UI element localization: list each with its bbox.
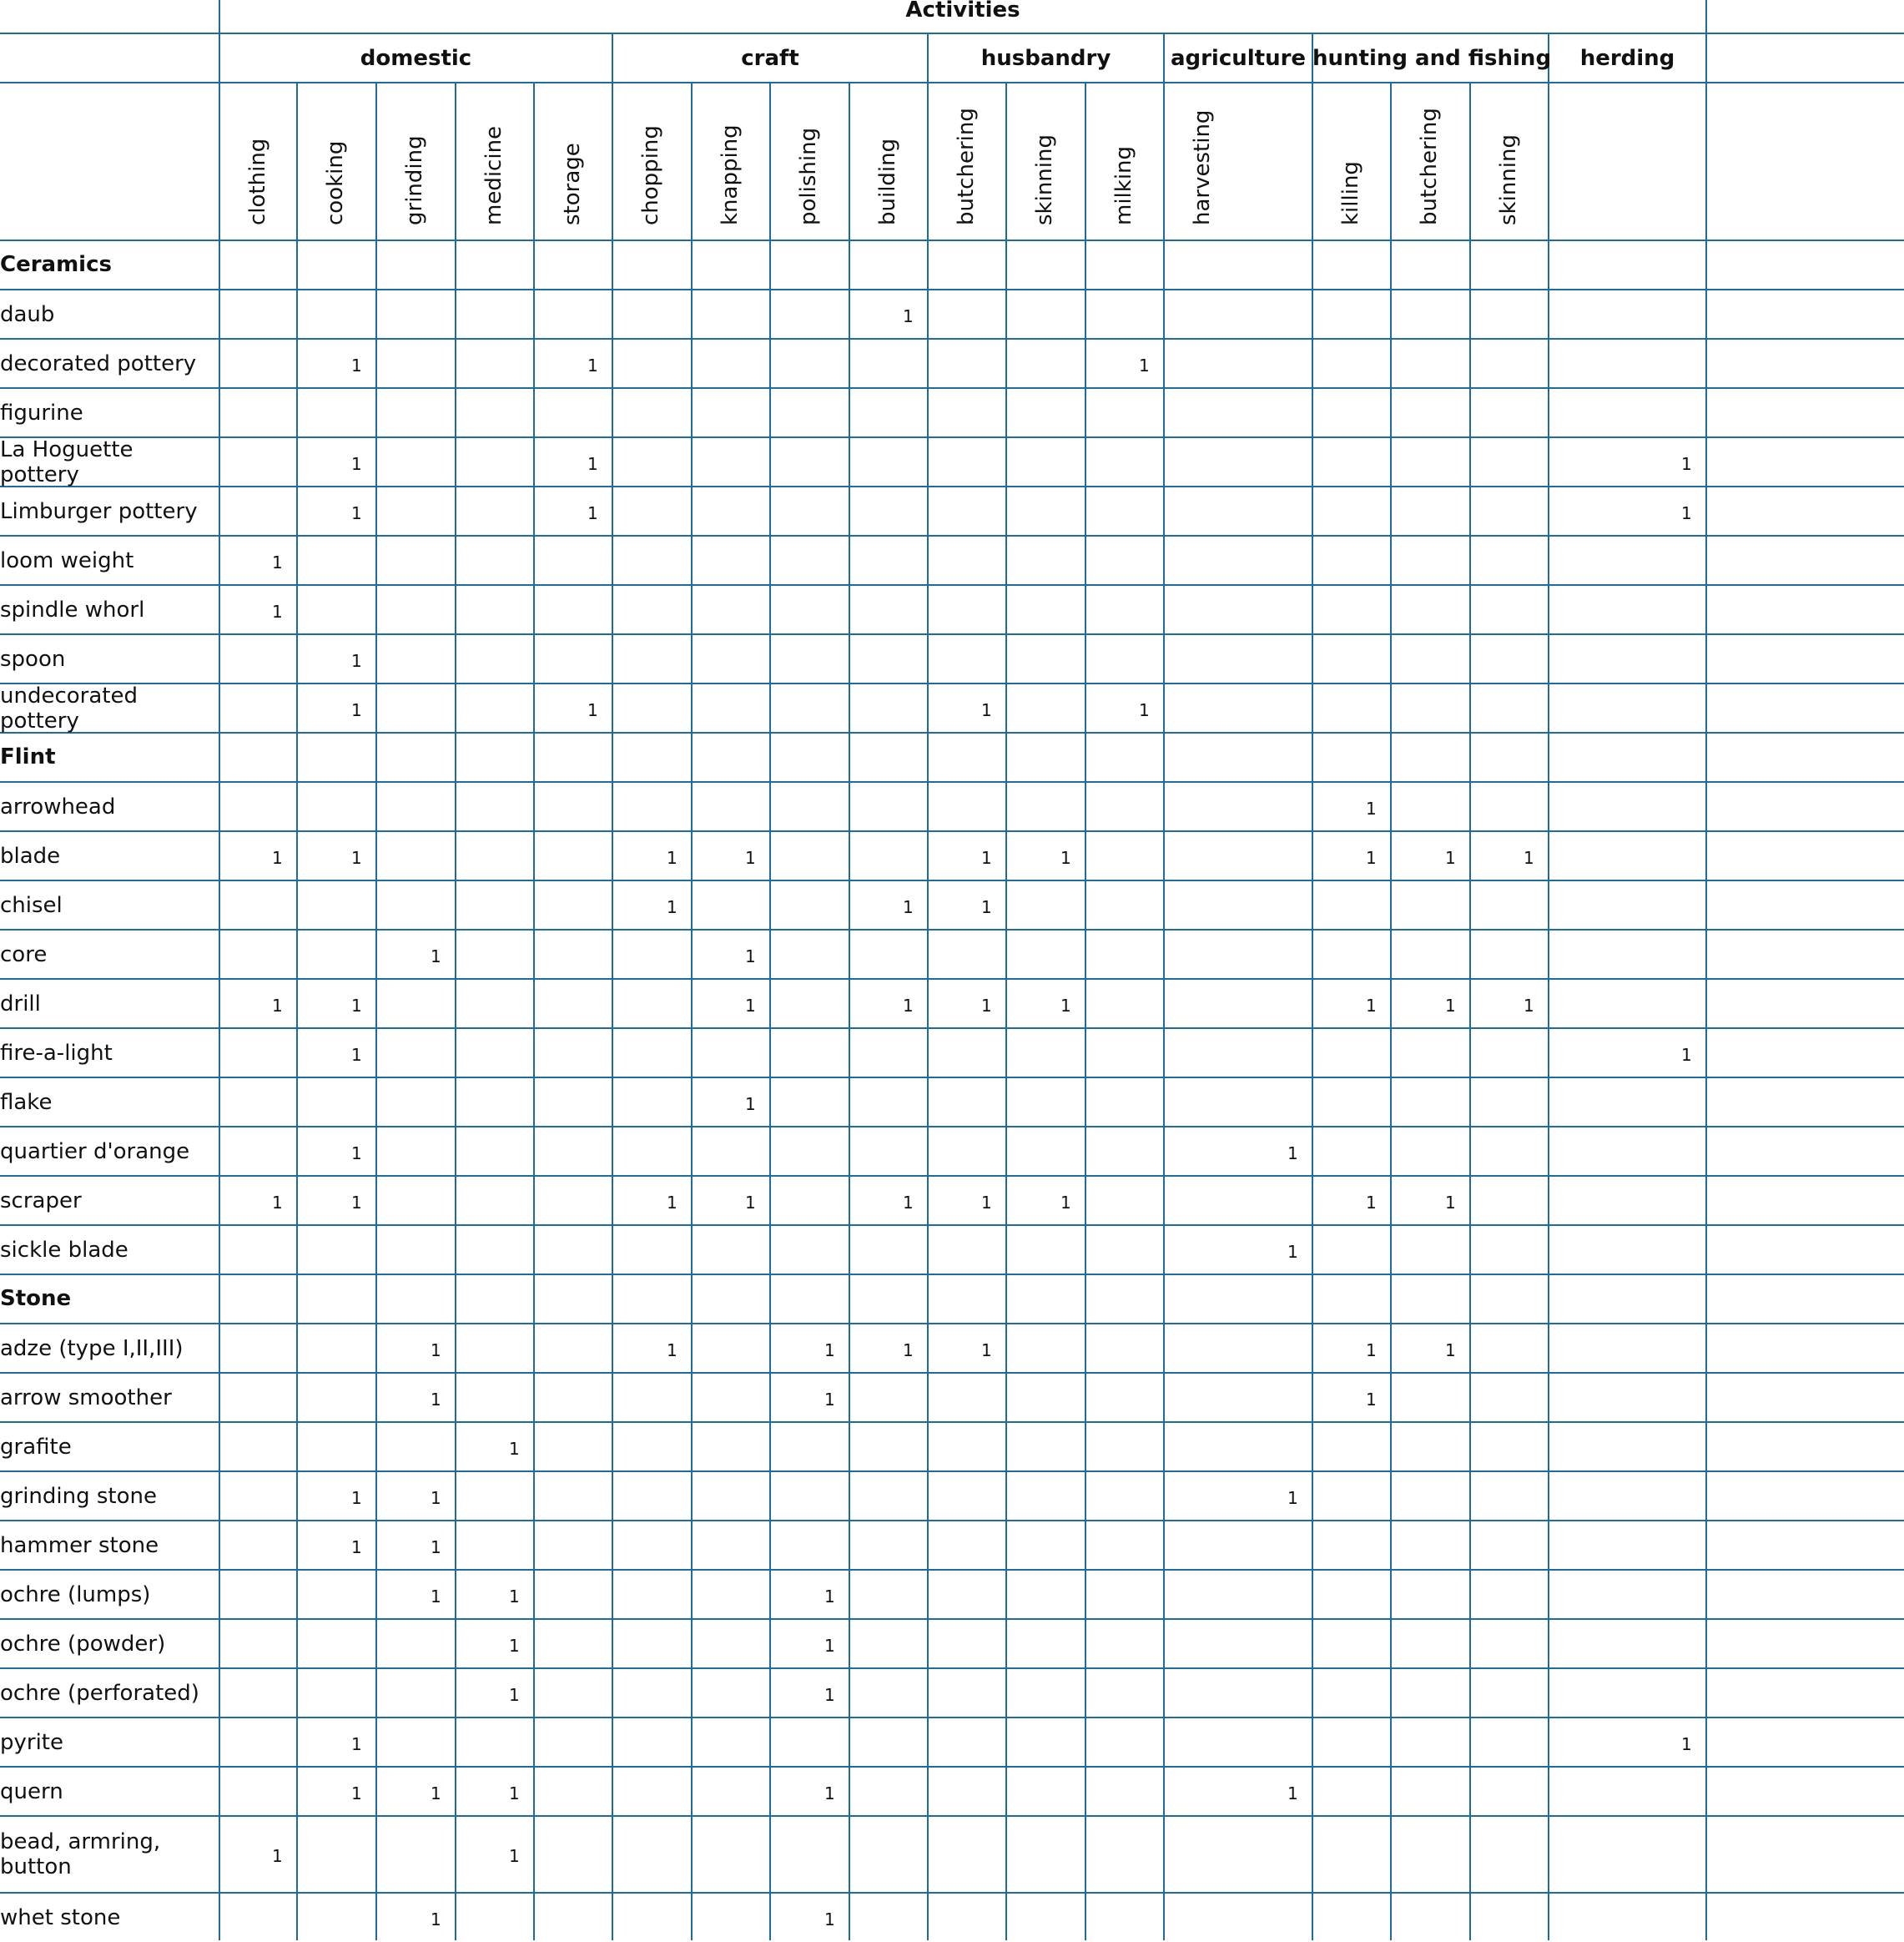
cell-value: 1: [1681, 503, 1692, 523]
cell-value: 1: [1681, 1045, 1692, 1065]
row-label: flake: [0, 1089, 53, 1115]
cell-value: 1: [903, 1193, 914, 1213]
row-label: ochre (powder): [0, 1631, 166, 1657]
section-heading: Stone: [0, 1286, 72, 1311]
cell-value: 1: [667, 1193, 677, 1213]
cell-value: 1: [1681, 454, 1692, 474]
subcolumn-header: cooking: [323, 140, 348, 225]
row-label: hammer stone: [0, 1532, 159, 1558]
cell-value: 1: [1287, 1143, 1298, 1163]
cell-value: 1: [1366, 799, 1377, 819]
cell-value: 1: [431, 1909, 441, 1929]
cell-value: 1: [351, 848, 362, 868]
cell-value: 1: [981, 1193, 992, 1213]
row-label: grafite: [0, 1434, 72, 1460]
cell-value: 1: [351, 651, 362, 671]
row-label: scraper: [0, 1188, 82, 1213]
cell-value: 1: [745, 946, 756, 966]
cell-value: 1: [745, 996, 756, 1016]
row-label: fire-a-light: [0, 1040, 113, 1066]
subcolumn-header: killing: [1338, 161, 1363, 225]
subcolumn-header: milking: [1111, 145, 1136, 225]
cell-value: 1: [431, 1537, 441, 1557]
cell-value: 1: [745, 1094, 756, 1114]
cell-value: 1: [431, 1783, 441, 1803]
cell-value: 1: [981, 996, 992, 1016]
cell-value: 1: [431, 946, 441, 966]
cell-value: 1: [981, 700, 992, 720]
cell-value: 1: [824, 1636, 835, 1656]
cell-value: 1: [431, 1390, 441, 1410]
cell-value: 1: [1060, 1193, 1071, 1213]
cell-value: 1: [1060, 848, 1071, 868]
cell-value: 1: [587, 356, 598, 376]
cell-value: 1: [587, 503, 598, 523]
section-heading: Flint: [0, 744, 56, 769]
subcolumn-header: polishing: [796, 127, 821, 225]
cell-value: 1: [351, 996, 362, 1016]
activities-title: Activities: [905, 0, 1020, 23]
subcolumn-header: butchering: [1417, 108, 1442, 225]
group-header: craft: [741, 46, 799, 71]
row-label: sickle blade: [0, 1237, 128, 1263]
row-label: core: [0, 941, 48, 967]
cell-value: 1: [824, 1909, 835, 1929]
cell-value: 1: [1445, 848, 1456, 868]
row-label: spindle whorl: [0, 597, 145, 623]
row-label: ochre (perforated): [0, 1680, 199, 1706]
cell-value: 1: [903, 897, 914, 917]
cell-value: 1: [824, 1390, 835, 1410]
cell-value: 1: [745, 1193, 756, 1213]
row-label: spoon: [0, 646, 66, 672]
row-label: loom weight: [0, 547, 134, 573]
cell-value: 1: [431, 1488, 441, 1508]
row-label: whet stone: [0, 1904, 121, 1930]
subcolumn-header: harvesting: [1190, 109, 1215, 225]
group-header: herding: [1579, 46, 1675, 71]
cell-value: 1: [351, 454, 362, 474]
cell-value: 1: [431, 1340, 441, 1360]
cell-value: 1: [1366, 996, 1377, 1016]
row-label: decorated pottery: [0, 351, 197, 376]
cell-value: 1: [351, 1045, 362, 1065]
group-header: husbandry: [980, 46, 1111, 71]
section-heading: Ceramics: [0, 252, 112, 277]
row-label: arrow smoother: [0, 1385, 172, 1410]
cell-value: 1: [509, 1586, 520, 1607]
cell-value: 1: [509, 1685, 520, 1705]
cell-value: 1: [351, 1783, 362, 1803]
group-header: domestic: [360, 46, 472, 71]
cell-value: 1: [351, 503, 362, 523]
row-label: grinding stone: [0, 1483, 157, 1509]
cell-value: 1: [1445, 1340, 1456, 1360]
cell-value: 1: [667, 897, 677, 917]
row-label: figurine: [0, 400, 83, 426]
cell-value: 1: [272, 1193, 283, 1213]
subcolumn-header: clothing: [245, 138, 270, 225]
subcolumn-header: chopping: [638, 125, 663, 225]
cell-value: 1: [509, 1783, 520, 1803]
row-label: ochre (lumps): [0, 1581, 151, 1607]
cell-value: 1: [431, 1586, 441, 1607]
row-label: adze (type I,II,III): [0, 1335, 184, 1361]
cell-value: 1: [1139, 356, 1150, 376]
row-label: undecorated pottery: [0, 683, 138, 734]
cell-value: 1: [667, 1340, 677, 1360]
row-label: daub: [0, 301, 55, 327]
cell-value: 1: [824, 1685, 835, 1705]
cell-value: 1: [351, 356, 362, 376]
cell-value: 1: [351, 1143, 362, 1163]
subcolumn-header: storage: [560, 143, 585, 225]
cell-value: 1: [824, 1586, 835, 1607]
cell-value: 1: [981, 897, 992, 917]
cell-value: 1: [1524, 848, 1534, 868]
row-label: quern: [0, 1778, 63, 1804]
cell-value: 1: [1366, 1390, 1377, 1410]
row-label: bead, armring, button: [0, 1829, 161, 1879]
cell-value: 1: [1366, 1340, 1377, 1360]
cell-value: 1: [509, 1439, 520, 1459]
cell-value: 1: [824, 1783, 835, 1803]
cell-value: 1: [509, 1636, 520, 1656]
cell-value: 1: [667, 848, 677, 868]
row-label: pyrite: [0, 1729, 63, 1755]
cell-value: 1: [272, 602, 283, 622]
cell-value: 1: [981, 848, 992, 868]
cell-value: 1: [351, 1734, 362, 1754]
cell-value: 1: [351, 1193, 362, 1213]
subcolumn-header: skinning: [1032, 134, 1057, 225]
cell-value: 1: [1445, 996, 1456, 1016]
row-label: blade: [0, 843, 61, 869]
cell-value: 1: [1139, 700, 1150, 720]
row-label: chisel: [0, 892, 63, 918]
row-label: La Hoguette pottery: [0, 436, 133, 487]
subcolumn-header: knapping: [718, 124, 743, 225]
group-header: agriculture: [1170, 46, 1307, 71]
cell-value: 1: [272, 1846, 283, 1866]
cell-value: 1: [351, 700, 362, 720]
row-label: drill: [0, 991, 41, 1016]
cell-value: 1: [587, 454, 598, 474]
cell-value: 1: [272, 996, 283, 1016]
cell-value: 1: [272, 552, 283, 573]
cell-value: 1: [903, 996, 914, 1016]
cell-value: 1: [1366, 848, 1377, 868]
cell-value: 1: [1524, 996, 1534, 1016]
cell-value: 1: [1060, 996, 1071, 1016]
cell-value: 1: [1366, 1193, 1377, 1213]
subcolumn-header: butchering: [954, 108, 979, 225]
cell-value: 1: [824, 1340, 835, 1360]
row-label: Limburger pottery: [0, 498, 198, 524]
subcolumn-header: skinning: [1496, 134, 1521, 225]
cell-value: 1: [587, 700, 598, 720]
subcolumn-header: medicine: [481, 125, 506, 225]
cell-value: 1: [509, 1846, 520, 1866]
cell-value: 1: [272, 848, 283, 868]
row-label: quartier d'orange: [0, 1138, 190, 1164]
cell-value: 1: [1287, 1242, 1298, 1262]
cell-value: 1: [903, 306, 914, 326]
subcolumn-header: grinding: [402, 135, 427, 225]
cell-value: 1: [351, 1488, 362, 1508]
cell-value: 1: [745, 848, 756, 868]
cell-value: 1: [1287, 1488, 1298, 1508]
cell-value: 1: [981, 1340, 992, 1360]
cell-value: 1: [903, 1340, 914, 1360]
cell-value: 1: [351, 1537, 362, 1557]
cell-value: 1: [1445, 1193, 1456, 1213]
row-label: arrowhead: [0, 794, 116, 820]
cell-value: 1: [1287, 1783, 1298, 1803]
subcolumn-header: building: [875, 138, 900, 225]
cell-value: 1: [1681, 1734, 1692, 1754]
group-header: hunting and fishing: [1312, 46, 1552, 71]
